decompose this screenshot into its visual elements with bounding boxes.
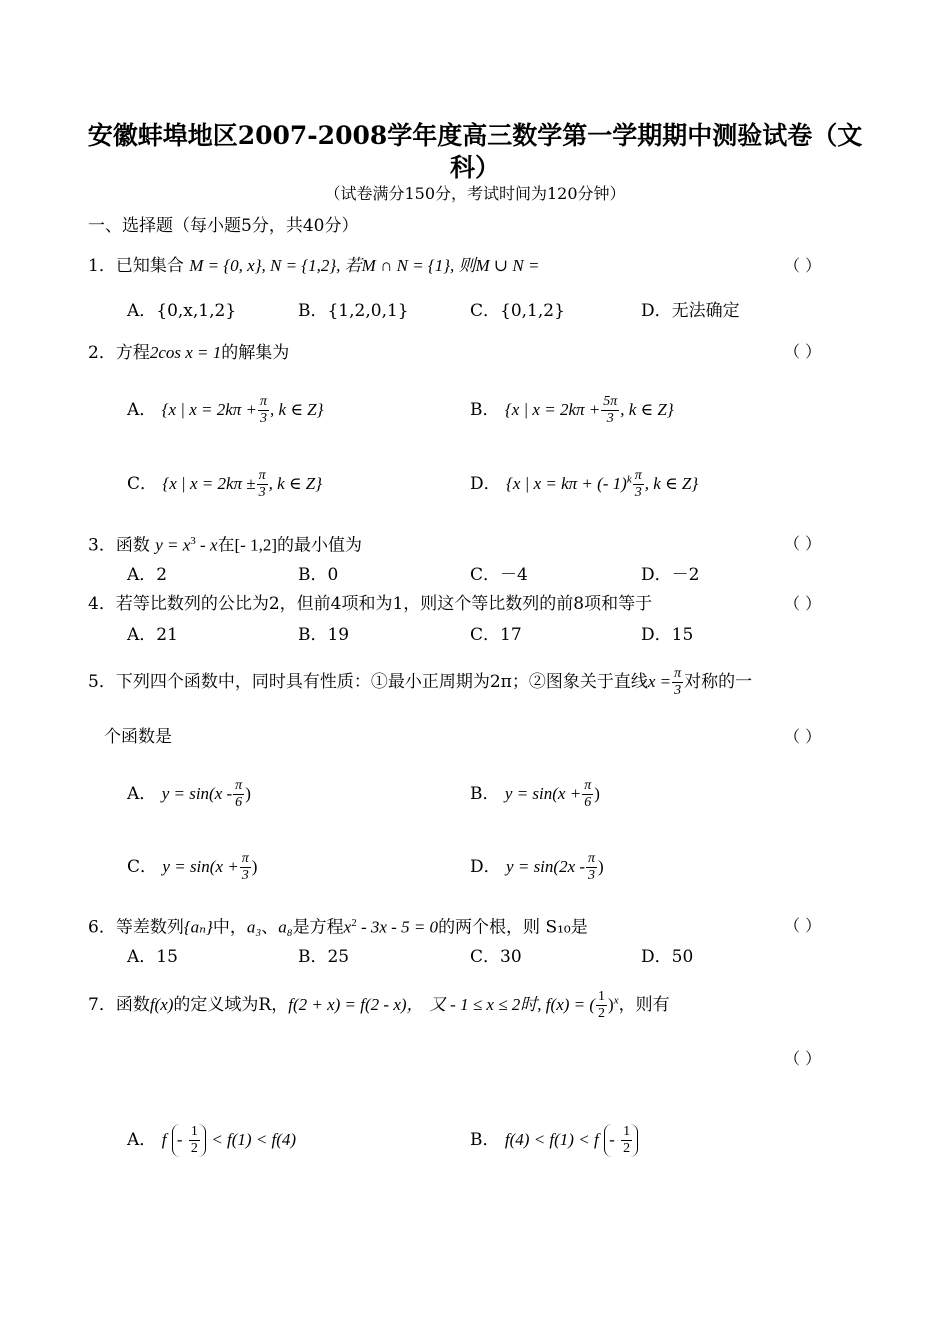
question-formula: f(x) — [149, 995, 174, 1014]
question-formula: a₈ — [278, 917, 293, 937]
option-label: B． — [470, 784, 500, 804]
question-6 — [88, 918, 588, 937]
fraction-denominator: 3 — [586, 867, 597, 884]
question-formula: [- 1,2] — [234, 535, 277, 555]
fraction-numerator: π — [634, 468, 642, 483]
option-formula: f — [161, 1130, 167, 1149]
question-formula: y = x — [155, 535, 191, 555]
question-formula: 又 - 1 ≤ x ≤ 2时, f(x) = ( — [428, 995, 596, 1014]
fraction-denominator: 3 — [633, 484, 644, 501]
answer-bracket: （ ） — [784, 1049, 822, 1068]
option-d — [470, 851, 604, 884]
option-b: B．25 — [298, 947, 350, 967]
option-label: A． — [127, 1130, 157, 1150]
question-formula: - 3x - 5 = 0 — [356, 917, 439, 937]
question-text: 、 — [261, 917, 279, 938]
option-formula: , k ∈ Z} — [620, 400, 674, 419]
option-b — [470, 394, 674, 427]
option-formula: , k ∈ Z} — [644, 474, 699, 493]
question-text: 方程 — [115, 343, 150, 363]
doc-subtitle: （试卷满分150分，考试时间为120分钟） — [324, 184, 626, 203]
fraction-denominator: 2 — [598, 1006, 606, 1021]
option-b — [470, 1124, 638, 1157]
question-formula: x = — [647, 672, 672, 691]
doc-title-line2: 科） — [449, 153, 500, 182]
doc-title-line1: 安徽蚌埠地区2007-2008学年度高三数学第一学期期中测验试卷（文 — [87, 121, 863, 150]
option-formula: - — [609, 1130, 615, 1149]
option-c: C．{0,1,2} — [470, 301, 565, 321]
fraction-denominator: 6 — [582, 794, 593, 811]
option-formula: < f(1) < f(4) — [211, 1130, 297, 1149]
question-number: 6． — [88, 917, 116, 938]
fraction-denominator: 3 — [258, 410, 269, 427]
option-a — [127, 1124, 296, 1157]
question-text: 函数 — [115, 535, 150, 556]
answer-bracket: （ ） — [784, 916, 822, 935]
option-c — [127, 851, 257, 884]
option-formula: f(4) < f(1) < f — [504, 1130, 599, 1149]
question-exponent: x — [613, 994, 619, 1007]
fraction-denominator: 2 — [190, 1141, 198, 1156]
question-text: 已知集合 — [115, 256, 184, 276]
option-label: C． — [127, 474, 158, 494]
question-text: 函数 — [115, 995, 150, 1015]
option-d: D．无法确定 — [641, 301, 740, 321]
option-label: A． — [127, 784, 157, 804]
fraction-denominator: 3 — [257, 484, 268, 501]
option-label: B． — [470, 1130, 500, 1150]
question-formula: {aₙ} — [183, 917, 213, 937]
option-label: B． — [470, 400, 500, 420]
fraction-numerator: π — [235, 778, 243, 793]
option-formula: ) — [251, 857, 258, 876]
fraction-numerator: π — [584, 778, 592, 793]
question-2 — [88, 344, 289, 362]
option-c: C．30 — [470, 947, 522, 967]
question-exponent: 3 — [190, 535, 196, 547]
option-formula: ) — [594, 784, 600, 803]
question-text: 对称的一 — [684, 672, 753, 692]
option-formula: , k ∈ Z} — [270, 400, 324, 419]
question-3 — [88, 536, 362, 555]
option-a: A．2 — [127, 565, 168, 585]
option-formula: {x | x = 2kπ + — [504, 400, 601, 419]
question-4 — [88, 596, 652, 613]
fraction-numerator: 1 — [623, 1124, 631, 1139]
option-exponent: k — [626, 473, 632, 486]
option-formula: {x | x = 2kπ + — [161, 400, 258, 419]
option-label: C． — [127, 857, 158, 877]
question-exponent: 2 — [351, 917, 357, 929]
question-text: 等差数列 — [115, 917, 184, 938]
option-d — [470, 468, 698, 501]
question-formula: x — [343, 917, 352, 937]
option-c: C．17 — [470, 625, 522, 645]
question-formula: M = {0, x}, N = {1,2}, 若M ∩ N = {1}, 则M ∪ N = — [189, 256, 540, 275]
option-b: B．0 — [298, 565, 339, 585]
fraction-numerator: π — [258, 468, 266, 483]
question-number: 5． — [88, 672, 116, 692]
question-number: 7． — [88, 995, 116, 1015]
option-label: D． — [470, 857, 501, 877]
option-c: C．－4 — [470, 565, 528, 585]
option-a: A．{0,x,1,2} — [127, 301, 237, 321]
fraction-numerator: 1 — [598, 989, 606, 1004]
option-formula: y = sin(x + — [162, 857, 239, 876]
question-text: 在 — [217, 535, 235, 556]
option-label: A． — [127, 400, 157, 420]
question-text: 中， — [212, 917, 247, 938]
question-text-continued: 个函数是 — [104, 727, 172, 747]
option-a — [127, 778, 251, 811]
question-formula: a₃ — [246, 917, 262, 937]
fraction-denominator: 3 — [601, 410, 619, 427]
option-c — [127, 468, 322, 501]
section-heading: 一、选择题（每小题5分，共40分） — [88, 216, 359, 236]
question-text: 的最小值为 — [277, 535, 362, 556]
question-text: 是方程 — [292, 917, 344, 938]
option-formula: - — [176, 1130, 183, 1149]
question-number: 3． — [88, 535, 116, 556]
option-b: B．{1,2,0,1} — [298, 301, 409, 321]
option-formula: y = sin(x + — [504, 784, 582, 803]
fraction-numerator: 1 — [190, 1124, 198, 1139]
question-formula: ) — [608, 995, 614, 1014]
option-a: A．21 — [127, 625, 178, 645]
option-formula: y = sin(x - — [161, 784, 233, 803]
question-1 — [88, 257, 539, 275]
question-text: 的两个根，则 S₁₀是 — [438, 917, 588, 938]
fraction-numerator: π — [260, 394, 268, 409]
option-a: A．15 — [127, 947, 178, 967]
fraction-numerator: π — [241, 851, 249, 866]
option-formula: ) — [598, 857, 604, 876]
answer-bracket: （ ） — [784, 727, 822, 746]
option-b: B．19 — [298, 625, 350, 645]
fraction-denominator: 2 — [623, 1141, 631, 1156]
question-7 — [88, 989, 670, 1022]
option-formula: ) — [245, 784, 251, 803]
question-text: 的解集为 — [221, 343, 290, 363]
question-number: 4． — [88, 594, 116, 614]
answer-bracket: （ ） — [784, 594, 822, 613]
question-formula: f(2 + x) = f(2 - x)， — [288, 995, 424, 1014]
fraction-denominator: 6 — [233, 794, 244, 811]
option-a — [127, 394, 323, 427]
question-formula: 2cos x = 1 — [149, 343, 222, 362]
option-d: D．－2 — [641, 565, 700, 585]
option-label: D． — [470, 474, 501, 494]
answer-bracket: （ ） — [784, 342, 822, 361]
question-text: ，则有 — [618, 995, 670, 1015]
fraction-denominator: 3 — [240, 867, 251, 884]
answer-bracket: （ ） — [784, 256, 822, 275]
question-text: 若等比数列的公比为2，但前4项和为1，则这个等比数列的前8项和等于 — [115, 594, 653, 614]
option-d: D．15 — [641, 625, 694, 645]
option-formula: {x | x = kπ + (- 1) — [506, 474, 627, 493]
fraction-numerator: 5π — [603, 394, 618, 409]
fraction-denominator: 3 — [672, 682, 683, 699]
question-formula: - x — [195, 535, 218, 555]
question-5 — [88, 666, 752, 699]
option-b — [470, 778, 600, 811]
option-formula: , k ∈ Z} — [268, 474, 323, 493]
option-formula: {x | x = 2kπ ± — [162, 474, 256, 493]
answer-bracket: （ ） — [784, 534, 822, 553]
question-text: 下列四个函数中，同时具有性质：①最小正周期为2π；②图象关于直线 — [115, 672, 648, 692]
question-number: 2． — [88, 343, 116, 363]
fraction-numerator: π — [674, 666, 682, 681]
fraction-numerator: π — [588, 851, 596, 866]
question-text: 的定义域为R， — [173, 995, 289, 1015]
option-formula: y = sin(2x - — [506, 857, 586, 876]
option-d: D．50 — [641, 947, 694, 967]
question-number: 1． — [88, 256, 116, 276]
